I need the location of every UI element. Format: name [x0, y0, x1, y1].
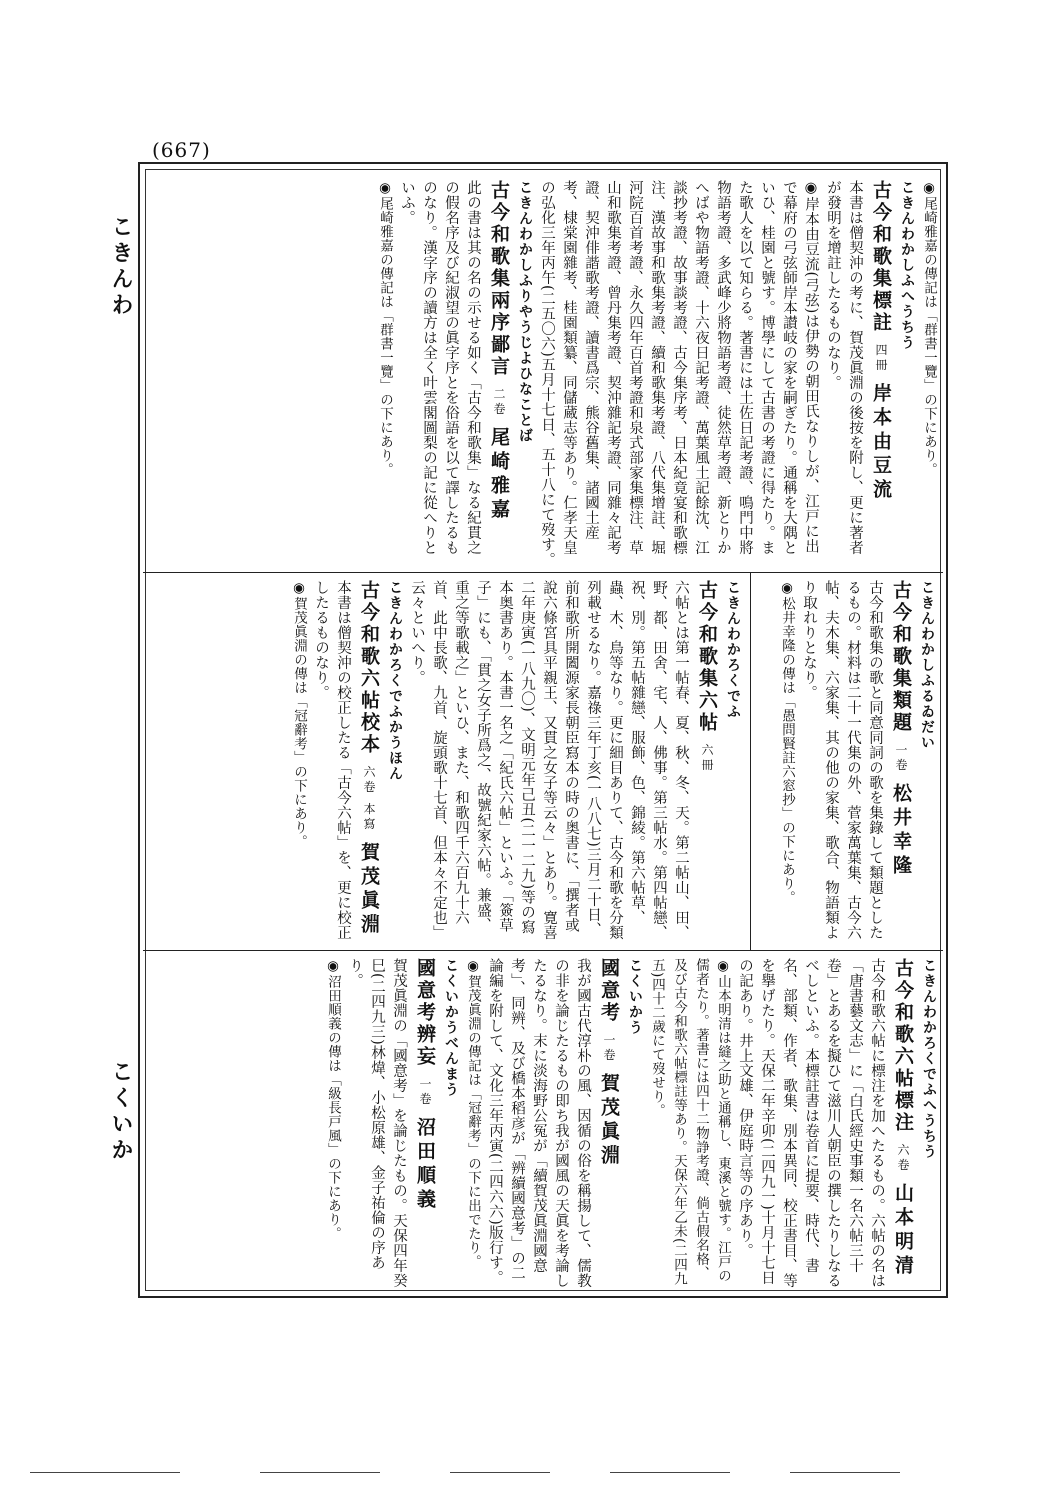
reference-note: ◉賀茂眞淵の傳記は「冠辭考」の下に出でたり。: [465, 958, 481, 1269]
entry-kokin-hyochu: [536, 180, 940, 568]
reference-note: ◉沼田順義の傳は「級長戸風」の下にあり。: [325, 958, 341, 1241]
kana-heading: こきんわかしふりやうじよひなことば: [517, 180, 533, 444]
entry-body: 賀茂眞淵の「國意考」を論じたもの。天保四年癸巳(二四九三)林煒、小松原雄、金子祐倫の序あり。: [347, 958, 407, 1288]
author-name: 松井幸隆: [890, 783, 912, 880]
panel-top: [150, 180, 940, 568]
volume-count: 六冊: [700, 743, 714, 774]
reference-note: ◉尾崎雅嘉の傳記は「群書一覽」の下にあり。: [921, 180, 937, 477]
volume-count: 六卷 本寫: [362, 765, 376, 833]
author-biography: ◉山本明清は縫之助と通稱し、東溪と號す。江戸の儒者たり。著書には四十二物諍考證、倘古假名格、及び古今和歌六帖標註等あり。天保六年乙未(二四九五)四十二歲にて歿せり。: [649, 958, 731, 1286]
entry-kokuiko: [462, 958, 646, 1292]
book-title: 古今和歌集六帖: [696, 580, 718, 734]
book-title: 國意考: [598, 958, 620, 1024]
entry-rokujo: [406, 580, 744, 944]
reference-note: ◉賀茂眞淵の傳は「冠辭考」の下にあり。: [291, 580, 307, 849]
entry-body: 此の書は其の名の示せる如く「古今和歌集」なる紀貫之の假名序及び紀淑望の眞字序とを俗語を以て譯したるものなり。漢字序の讀方は全く叶雲閣圖梨の記に從へりといふ。: [399, 180, 481, 555]
entry-body: 本書は僧契沖の考に、賀茂眞淵の後按を附し、更に著者が發明を增註したるものなり。: [825, 180, 863, 555]
bottom-rule-lines: [30, 1462, 1016, 1482]
volume-count: 一卷: [602, 1033, 616, 1064]
author-name: 岸本由豆流: [870, 383, 892, 504]
panel-middle-right: [758, 580, 938, 944]
title-line: [354, 580, 384, 944]
entry-body: 本書は僧契沖の校正したる「古今六帖」を、更に校正したるものなり。: [313, 580, 351, 940]
book-title: 古今和歌集類題: [890, 580, 912, 734]
rule-line: [790, 1472, 900, 1473]
kana-heading: こきんわかろくでふへうちう: [921, 958, 937, 1160]
entry-kokuiko-benmo: [322, 958, 462, 1292]
author-name: 沼田順義: [414, 1117, 436, 1214]
author-biography: ◉岸本由豆流(弓弦)は伊勢の朝田氏なりしが、江戸に出で幕府の弓弦師岸本讃岐の家を嗣ぎたり。通稱を大隅といひ、桂園と號す。博學にして古書の考證に得たり。また歌人を以て知らる。著書には土佐日記考證、鳴門中將物語考證、多武峰少將物語考證、徒然草考證、新とりかへばや物語考證、十六夜日記考證、萬葉風土記餘沈、江談抄考證、故事談考證、古今集序考、日本紀竟宴和歌標注、漢故事和歌集考證、續和歌集考證、八代集增註、堀河院百首考證、永久四年百首考證和泉式部家集標注、草山和歌集考證、曾丹集考證、契沖雜記考證、同雜々記考證、契沖俳諧歌考證、讀書爲宗、熊谷舊集、諸國土産考、棣棠園雜考、桂園類纂、同儲蔵志等あり。仁孝天皇の弘化三年丙午(二五〇六)五月十七日、五十八にて歿す。: [539, 180, 819, 568]
author-name: 山本明清: [892, 1183, 914, 1280]
divider-middle-right: [750, 572, 751, 950]
entry-rokujo-hyochu: [646, 958, 940, 1292]
volume-count: 四冊: [874, 343, 888, 374]
volume-count: 二卷: [492, 387, 506, 418]
running-head-top: こきんわ: [108, 215, 134, 319]
entry-body: 古今和歌六帖に標注を加へたるもの。六帖の名は「唐書藝文志」に「白氏經史事類一名六帖三十卷」とあるを擬ひて滋川人朝臣の撰したりしなるべしといふ。本標註書は卷首に提要、時代、書名、部類、作者、歌集、別本異同、校正書目、等を擧げたり。天保二年辛卯(二四九一)十月十七日の記あり。井上文雄、伊庭時言等の序あり。: [737, 958, 885, 1288]
author-name: 尾崎雅嘉: [488, 427, 510, 524]
page-number: (667): [152, 138, 211, 162]
title-line: [484, 180, 514, 568]
book-title: 古今和歌集標註: [870, 180, 892, 334]
kana-heading: こきんわかしふるゐだい: [919, 580, 935, 751]
divider-upper: [143, 572, 943, 573]
entry-body: 六帖とは第一帖春、夏、秋、冬、天。第二帖山、田、野、都、田舍、宅、人、佛事。第三帖水。第四帖戀、祝、別。第五帖雜戀、服飾、色、錦綾。第六帖草、蟲、木、鳥等なり。更に細目ありて、古今和歌を分類列載せるなり。嘉祿三年丁亥(一八八七)三月二十日、前和歌所開闔源家長朝臣寫本の時の奥書に、「撰者或說六條宮具平親王、又貫之女子等云々」とあり。寛喜二年庚寅(一八九〇)、文明元年己丑(二一二九)等の寫本奥書あり。本書一名之「紀氏六帖」といふ。「簽草子」にも、「貫之女子所爲之、故號紀家六帖。兼盛、重之等歌載之」といひ、また、和歌四千六百九十六首、此中長歌、九首、旋頭歌十七首、但本々不定也」云々といへり。: [409, 580, 689, 940]
book-title: 古今和歌六帖校本: [358, 580, 380, 756]
title-line: [886, 580, 916, 944]
entry-rokujo-kohon: [288, 580, 406, 944]
reference-note: ◉松井幸隆の傳は「愚問賢註六窓抄」の下にあり。: [779, 580, 795, 905]
author-name: 賀茂眞淵: [358, 842, 380, 939]
divider-lower: [143, 950, 943, 951]
kana-heading: こきんわかろくでふかうほん: [387, 580, 403, 782]
kana-heading: こくいかうべんまう: [443, 958, 459, 1098]
kana-heading: こきんわかしふへうちう: [899, 180, 915, 351]
author-name: 賀茂眞淵: [598, 1073, 620, 1170]
entry-ryojo-hinakotoba: [374, 180, 536, 568]
rule-line: [30, 1472, 180, 1473]
kana-heading: こきんわかろくでふ: [725, 580, 741, 720]
title-line: [866, 180, 896, 568]
panel-middle-left: [150, 580, 744, 944]
reference-note: ◉尾崎雅嘉の傳記は「群書一覽」の下にあり。: [377, 180, 393, 477]
title-line: [594, 958, 624, 1292]
kana-heading: こくいかう: [627, 958, 643, 1036]
book-title: 古今和歌六帖標注: [892, 958, 914, 1134]
entry-body: 我が國古代淳朴の風、因循の俗を稱揚して、儒教の非を論じたるもの即ち我が國風の天眞を考論したるなり。末に淡海野公冤が「續賀茂眞淵國意考」、同辨、及び橋本稻彦が「辨續國意考」の二論編を附して、文化三年丙寅(二四六六)版行す。: [487, 958, 591, 1288]
rule-line: [610, 1472, 730, 1473]
entry-body: 古今和歌集の歌と同意同詞の歌を集錄して類題としたるもの。材料は二十一代集の外、菅家萬葉集、古今六帖、夫木集、六家集、其の他の家集、歌合、物語類より取れりとなり。: [801, 580, 883, 940]
panel-bottom: [150, 958, 940, 1292]
rule-line: [450, 1472, 550, 1473]
volume-count: 一卷: [894, 743, 908, 774]
rule-line: [260, 1472, 380, 1473]
title-line: [410, 958, 440, 1292]
volume-count: 六卷: [896, 1143, 910, 1174]
title-line: [692, 580, 722, 944]
book-title: 古今和歌集兩序鄙言: [488, 180, 510, 378]
volume-count: 一卷: [418, 1077, 432, 1108]
title-line: [888, 958, 918, 1292]
book-title: 國意考辨妄: [414, 958, 436, 1068]
running-head-bottom: こくいか: [108, 1060, 134, 1164]
